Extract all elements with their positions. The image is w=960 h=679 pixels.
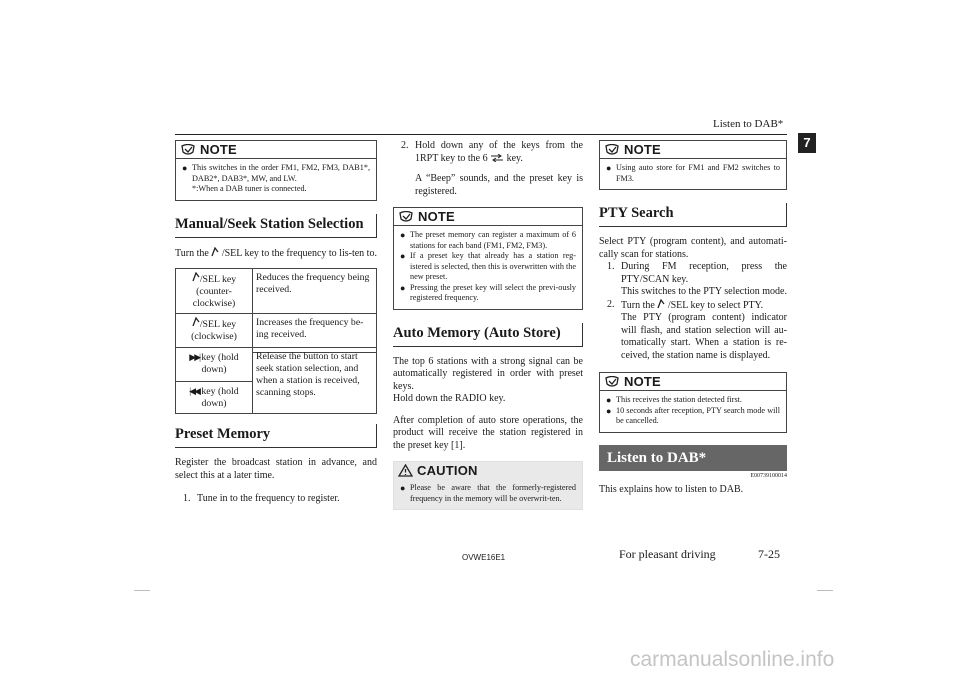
seek-down-icon: |◀◀ — [189, 386, 199, 396]
heading-manual-seek: Manual/Seek Station Selection — [175, 216, 377, 238]
crop-mark — [817, 590, 833, 591]
document-code: OVWE16E1 — [462, 553, 506, 562]
column-2 — [393, 140, 583, 510]
page-number: 7-25 — [758, 547, 780, 561]
note-icon — [180, 144, 196, 156]
table-row — [176, 314, 377, 348]
heading-pty-search: PTY Search — [599, 205, 787, 227]
warning-triangle-icon — [398, 464, 413, 477]
note-footnote: *:When a DAB tuner is connected. — [192, 184, 307, 193]
table-row — [176, 348, 377, 382]
list-item: 1. During FM reception, press the PTY/SCAN key. This switches to the PTY selection mode. — [607, 261, 787, 297]
tune-knob-icon — [211, 247, 219, 257]
note-item: ● Please be aware that the formerly-registered frequency in the memory will be overwrit-ten. — [400, 483, 576, 503]
list-item: 2. Turn the /SEL key to select PTY. The PTY (program content) indicator will flash, and station selection will au-tomatically start. When a station is re-ceived, the station name is displayed. — [607, 298, 787, 361]
note-title: NOTE — [624, 374, 661, 389]
tune-knob-icon — [192, 317, 200, 327]
preset-intro: Register the broadcast station in advance, and select this at a later time. — [175, 457, 377, 481]
manual-seek-intro: Turn the /SEL key to the frequency to lis-ten to. — [175, 247, 377, 259]
note-item: ● The preset memory can register a maximum of 6 stations for each band (FM1, FM2, FM3). — [400, 230, 576, 250]
note-item: ● Pressing the preset key will select the previ-ously registered frequency. — [400, 282, 576, 302]
tune-knob-icon — [192, 272, 200, 282]
note-box — [599, 372, 787, 433]
step-note: A “Beep” sounds, and the preset key is registered. — [415, 173, 583, 197]
heading-auto-memory: Auto Memory (Auto Store) — [393, 325, 583, 347]
column-1 — [175, 140, 377, 506]
header-rule — [175, 134, 787, 135]
auto-memory-p3: After completion of auto store operations, the product will receive the station registered in the preset key [1]. — [393, 414, 583, 451]
list-item: 2. Hold down any of the keys from the 1RPT key to the 6 key. — [401, 140, 583, 164]
auto-memory-p2: Hold down the RADIO key. — [393, 393, 506, 404]
note-box — [393, 207, 583, 310]
note-item: ● 10 seconds after reception, PTY search mode will be cancelled. — [606, 405, 780, 425]
key-label: key (hold down) — [201, 352, 239, 375]
note-box — [599, 140, 787, 190]
note-item: ● If a preset key that already has a station reg-istered is selected, then this is overwritten with the new preset. — [400, 251, 576, 281]
key-table — [175, 268, 377, 414]
heading-listen-to-dab: Listen to DAB* — [599, 445, 787, 471]
dab-intro: This explains how to listen to DAB. — [599, 483, 744, 495]
running-title: Listen to DAB* — [713, 118, 784, 130]
key-desc: Reduces the frequency being received. — [253, 269, 377, 314]
seek-up-icon: ▶▶| — [189, 352, 199, 362]
note-title: NOTE — [200, 142, 237, 157]
note-icon — [604, 144, 620, 156]
section-code: E00739100014 — [750, 472, 787, 479]
note-title: NOTE — [624, 142, 661, 157]
list-item: 1. Tune in to the frequency to register. — [183, 493, 340, 504]
crop-mark — [134, 590, 150, 591]
tune-knob-icon — [657, 299, 665, 309]
caution-title: CAUTION — [417, 463, 478, 478]
note-item: ● Using auto store for FM1 and FM2 switches to FM3. — [606, 163, 780, 183]
watermark: carmanualsonline.info — [630, 648, 835, 671]
repeat-arrow-icon — [490, 154, 504, 162]
pty-intro: Select PTY (program content), and automati-cally scan for stations. — [599, 236, 787, 260]
caution-box — [393, 461, 583, 510]
note-item: ● This receives the station detected first. — [606, 395, 742, 405]
note-box — [175, 140, 377, 201]
key-label: /SEL key (counter-clockwise) — [192, 274, 237, 309]
auto-memory-p1: The top 6 stations with a strong signal can be automatically registered in order with preset keys. — [393, 355, 583, 392]
footer-section: For pleasant driving — [619, 547, 716, 561]
note-icon — [604, 376, 620, 388]
note-item: ● This switches in the order FM1, FM2, FM3, DAB1*, DAB2*, DAB3*, MW, and LW. — [182, 163, 370, 183]
column-3 — [599, 140, 787, 496]
note-icon — [398, 211, 414, 223]
key-label: /SEL key (clockwise) — [191, 319, 237, 342]
key-label: key (hold down) — [201, 386, 239, 409]
chapter-tab: 7 — [798, 133, 816, 153]
key-desc: Release the button to start seek station selection, and when a station is received, scanning stops. — [256, 351, 360, 398]
key-desc: Increases the frequency be-ing received. — [253, 314, 377, 348]
note-title: NOTE — [418, 209, 455, 224]
table-row — [176, 269, 377, 314]
heading-preset-memory: Preset Memory — [175, 426, 377, 448]
